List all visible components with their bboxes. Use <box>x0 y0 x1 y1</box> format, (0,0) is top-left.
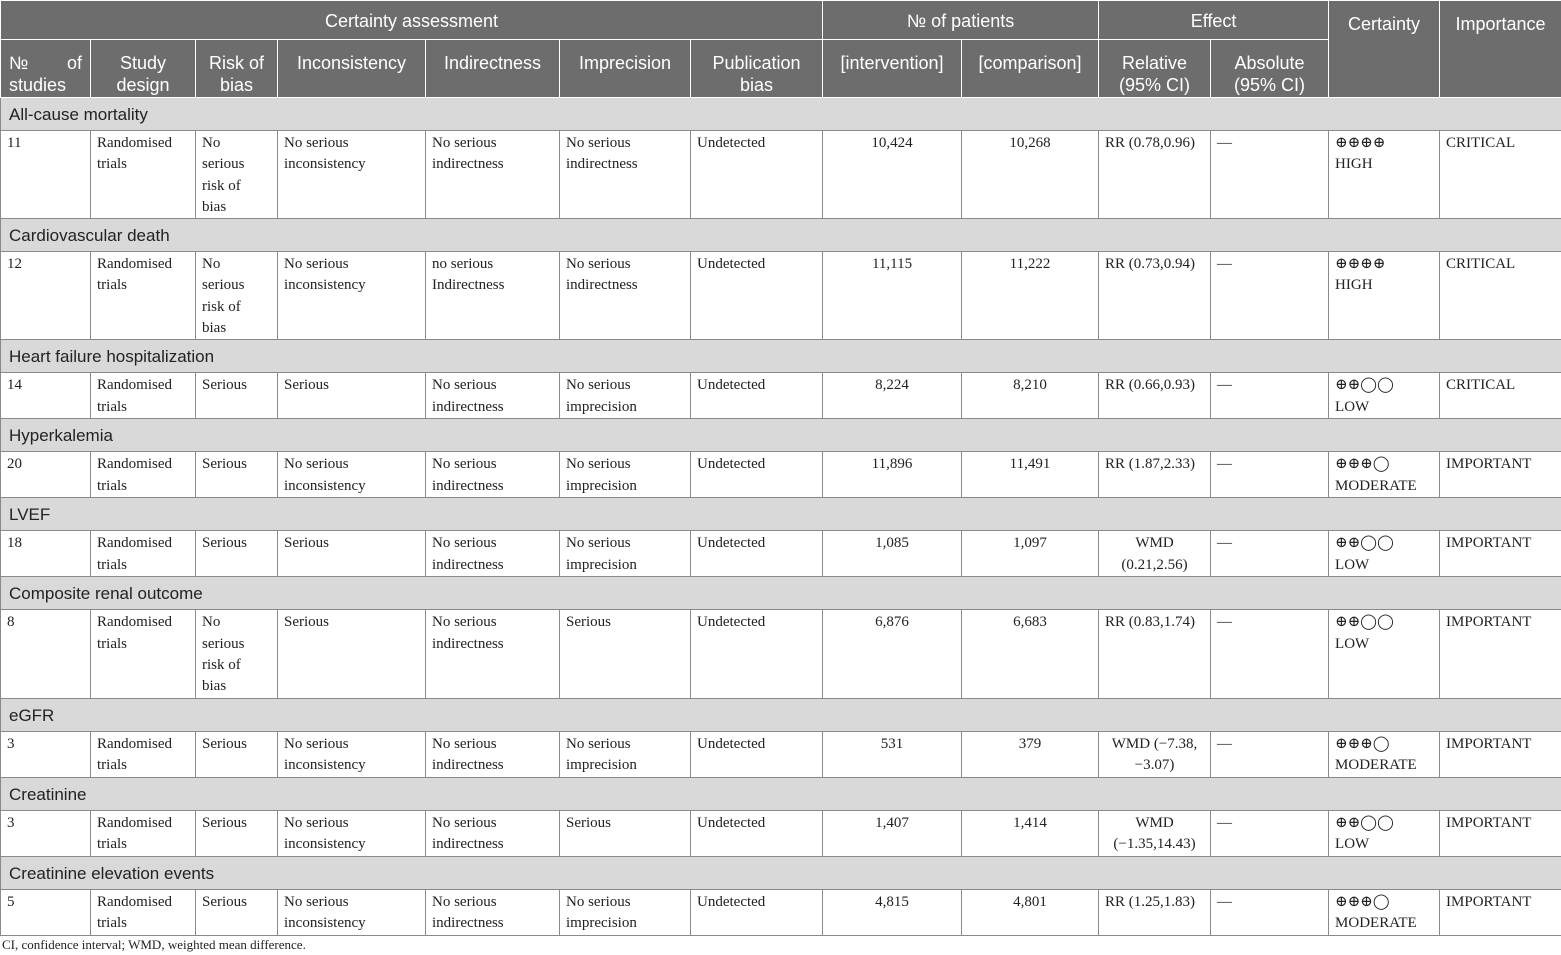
importance-cell: IMPORTANT <box>1440 610 1561 698</box>
table-row <box>1 610 1561 698</box>
importance-cell: IMPORTANT <box>1440 889 1561 935</box>
comparison-count-cell: 1,097 <box>962 531 1099 577</box>
inconsistency-cell <box>278 610 426 698</box>
cell-line: Randomised <box>97 135 172 151</box>
cell-line: No serious <box>566 135 631 151</box>
cell-line: No serious <box>284 735 349 752</box>
certainty-symbols: ⊕⊕⊕⊕ <box>1335 135 1386 151</box>
cell-line: inconsistency <box>284 914 366 931</box>
relative-effect-cell <box>1099 731 1211 777</box>
indirectness-header: Indirectness <box>426 40 560 98</box>
certainty-cell <box>1329 131 1440 219</box>
indirectness-cell <box>426 452 560 498</box>
table-row <box>1 531 1561 577</box>
cell-line: No serious <box>566 535 631 552</box>
comparison-count-cell: 4,801 <box>962 889 1099 935</box>
cell-line: No serious <box>284 893 349 910</box>
cell-line: trials <box>97 835 127 852</box>
cell-line: (0.21,2.56) <box>1121 556 1188 573</box>
outcome-section-row <box>1 419 1561 452</box>
imprecision-cell <box>560 131 691 219</box>
cell-line: Randomised <box>97 614 172 631</box>
outcome-name: Composite renal outcome <box>1 577 1561 610</box>
outcome-rows <box>1 98 1561 936</box>
outcome-name: Cardiovascular death <box>1 219 1561 252</box>
cell-line: No <box>202 256 221 273</box>
outcome-section-row <box>1 856 1561 889</box>
cell-line: No serious <box>284 814 349 831</box>
cell-line: Serious <box>202 893 247 910</box>
study-design-cell <box>91 610 196 698</box>
num-studies-cell: 12 <box>1 252 91 340</box>
cell-line: bias <box>202 198 227 215</box>
certainty-symbols: ⊕⊕◯◯ <box>1335 614 1394 631</box>
cell-line: (−1.35,14.43) <box>1113 835 1196 852</box>
imprecision-cell <box>560 810 691 856</box>
comparison-count-cell: 1,414 <box>962 810 1099 856</box>
cell-line: indirectness <box>566 156 638 173</box>
comparison-header: [comparison] <box>962 40 1099 98</box>
table-row <box>1 452 1561 498</box>
table-row <box>1 731 1561 777</box>
intervention-count-cell: 1,407 <box>823 810 962 856</box>
intervention-count-cell: 11,115 <box>823 252 962 340</box>
cell-line: imprecision <box>566 756 637 773</box>
risk-of-bias-cell <box>196 531 278 577</box>
cell-line: Serious <box>202 735 247 752</box>
cell-line: Serious <box>284 377 329 394</box>
outcome-section-row <box>1 777 1561 810</box>
relative-effect-cell <box>1099 252 1211 340</box>
publication-bias-cell: Undetected <box>691 531 823 577</box>
cell-line: indirectness <box>432 914 504 931</box>
cell-line: indirectness <box>566 277 638 294</box>
cell-line: risk of <box>202 298 241 315</box>
publication-bias-cell: Undetected <box>691 252 823 340</box>
certainty-assessment-header: Certainty assessment <box>1 1 823 40</box>
relative-effect-cell <box>1099 452 1211 498</box>
certainty-cell <box>1329 889 1440 935</box>
intervention-count-cell: 4,815 <box>823 889 962 935</box>
cell-line: indirectness <box>432 156 504 173</box>
cell-line: Serious <box>202 814 247 831</box>
cell-line: No serious <box>566 893 631 910</box>
num-studies-cell: 14 <box>1 373 91 419</box>
importance-cell: IMPORTANT <box>1440 531 1561 577</box>
cell-line: no serious <box>432 256 494 273</box>
imprecision-cell <box>560 531 691 577</box>
outcome-name: Creatinine elevation events <box>1 856 1561 889</box>
absolute-effect-cell: — <box>1211 731 1329 777</box>
cell-line: serious <box>202 156 245 173</box>
cell-line: indirectness <box>432 477 504 494</box>
risk-of-bias-cell <box>196 452 278 498</box>
publication-bias-cell: Undetected <box>691 810 823 856</box>
cell-line: trials <box>97 556 127 573</box>
comparison-count-cell: 10,268 <box>962 131 1099 219</box>
cell-line: trials <box>97 477 127 494</box>
cell-line: indirectness <box>432 635 504 652</box>
comparison-count-cell: 11,222 <box>962 252 1099 340</box>
certainty-symbols: ⊕⊕◯◯ <box>1335 814 1394 831</box>
cell-line: RR (1.87,2.33) <box>1105 456 1196 473</box>
cell-line: WMD <box>1135 535 1174 552</box>
cell-line: bias <box>202 678 227 695</box>
num-studies-cell: 5 <box>1 889 91 935</box>
cell-line: RR (0.66,0.93) <box>1105 377 1196 394</box>
cell-line: No serious <box>432 614 497 631</box>
cell-line: imprecision <box>566 477 637 494</box>
certainty-label: MODERATE <box>1335 914 1417 931</box>
indirectness-cell <box>426 810 560 856</box>
inconsistency-cell <box>278 252 426 340</box>
cell-line: Serious <box>566 814 611 831</box>
outcome-section-row <box>1 219 1561 252</box>
outcome-name: All-cause mortality <box>1 98 1561 131</box>
comparison-count-cell: 8,210 <box>962 373 1099 419</box>
certainty-symbols: ⊕⊕⊕◯ <box>1335 456 1390 473</box>
certainty-cell <box>1329 252 1440 340</box>
imprecision-cell <box>560 373 691 419</box>
intervention-count-cell: 10,424 <box>823 131 962 219</box>
cell-line: No serious <box>284 135 349 151</box>
cell-line: trials <box>97 156 127 173</box>
cell-line: bias <box>202 320 227 337</box>
cell-line: Randomised <box>97 735 172 752</box>
cell-line: indirectness <box>432 556 504 573</box>
cell-line: Serious <box>284 535 329 552</box>
cell-line: No serious <box>432 456 497 473</box>
absolute-effect-cell: — <box>1211 889 1329 935</box>
certainty-symbols: ⊕⊕⊕◯ <box>1335 893 1390 910</box>
absolute-header: Absolute (95% CI) <box>1211 40 1329 98</box>
cell-line: risk of <box>202 177 241 194</box>
importance-cell: CRITICAL <box>1440 131 1561 219</box>
outcome-section-row <box>1 340 1561 373</box>
outcome-name: Hyperkalemia <box>1 419 1561 452</box>
imprecision-cell <box>560 731 691 777</box>
cell-line: Indirectness <box>432 277 505 294</box>
importance-header: Importance <box>1440 1 1561 98</box>
table-row <box>1 889 1561 935</box>
absolute-effect-cell: — <box>1211 531 1329 577</box>
importance-cell: IMPORTANT <box>1440 452 1561 498</box>
imprecision-cell <box>560 610 691 698</box>
intervention-count-cell: 1,085 <box>823 531 962 577</box>
certainty-cell <box>1329 810 1440 856</box>
cell-line: serious <box>202 635 245 652</box>
outcome-name: Heart failure hospitalization <box>1 340 1561 373</box>
cell-line: inconsistency <box>284 277 366 294</box>
risk-of-bias-cell <box>196 373 278 419</box>
relative-effect-cell <box>1099 373 1211 419</box>
importance-cell: CRITICAL <box>1440 252 1561 340</box>
inconsistency-header: Inconsistency <box>278 40 426 98</box>
cell-line: Randomised <box>97 377 172 394</box>
num-studies-cell: 8 <box>1 610 91 698</box>
cell-line: trials <box>97 756 127 773</box>
cell-line: trials <box>97 398 127 415</box>
cell-line: indirectness <box>432 835 504 852</box>
indirectness-cell <box>426 252 560 340</box>
certainty-symbols: ⊕⊕◯◯ <box>1335 377 1394 394</box>
publication-bias-cell: Undetected <box>691 610 823 698</box>
risk-of-bias-header: Risk of bias <box>196 40 278 98</box>
cell-line: indirectness <box>432 756 504 773</box>
num-studies-cell: 3 <box>1 810 91 856</box>
relative-effect-cell <box>1099 889 1211 935</box>
risk-of-bias-cell <box>196 731 278 777</box>
study-design-cell <box>91 373 196 419</box>
certainty-label: LOW <box>1335 556 1370 573</box>
relative-effect-cell <box>1099 131 1211 219</box>
certainty-label: MODERATE <box>1335 756 1417 773</box>
publication-bias-cell: Undetected <box>691 452 823 498</box>
num-studies-cell: 18 <box>1 531 91 577</box>
certainty-cell <box>1329 531 1440 577</box>
relative-effect-cell <box>1099 810 1211 856</box>
relative-effect-cell <box>1099 610 1211 698</box>
absolute-effect-cell: — <box>1211 252 1329 340</box>
num-studies-cell: 20 <box>1 452 91 498</box>
cell-line: No serious <box>432 814 497 831</box>
risk-of-bias-cell <box>196 889 278 935</box>
cell-line: No serious <box>566 256 631 273</box>
certainty-cell <box>1329 610 1440 698</box>
cell-line: Randomised <box>97 256 172 273</box>
certainty-label: LOW <box>1335 835 1370 852</box>
inconsistency-cell <box>278 889 426 935</box>
cell-line: RR (0.83,1.74) <box>1105 614 1196 631</box>
certainty-symbols: ⊕⊕⊕◯ <box>1335 735 1390 752</box>
effect-header: Effect <box>1099 1 1329 40</box>
imprecision-cell <box>560 889 691 935</box>
certainty-label: LOW <box>1335 635 1370 652</box>
cell-line: Serious <box>202 456 247 473</box>
study-design-cell <box>91 889 196 935</box>
table-footnote: CI, confidence interval; WMD, weighted mean difference. <box>2 937 306 952</box>
cell-line: No serious <box>566 456 631 473</box>
outcome-section-row <box>1 498 1561 531</box>
study-design-cell <box>91 131 196 219</box>
certainty-label: HIGH <box>1335 277 1373 294</box>
publication-bias-cell: Undetected <box>691 889 823 935</box>
indirectness-cell <box>426 731 560 777</box>
cell-line: Randomised <box>97 814 172 831</box>
outcome-name: LVEF <box>1 498 1561 531</box>
cell-line: Serious <box>202 535 247 552</box>
cell-line: Serious <box>202 377 247 394</box>
certainty-cell <box>1329 731 1440 777</box>
indirectness-cell <box>426 131 560 219</box>
inconsistency-cell <box>278 452 426 498</box>
risk-of-bias-cell <box>196 252 278 340</box>
publication-bias-cell: Undetected <box>691 131 823 219</box>
risk-of-bias-cell <box>196 810 278 856</box>
intervention-count-cell: 11,896 <box>823 452 962 498</box>
cell-line: No serious <box>432 377 497 394</box>
intervention-count-cell: 531 <box>823 731 962 777</box>
table-row <box>1 252 1561 340</box>
intervention-count-cell: 8,224 <box>823 373 962 419</box>
outcome-section-row <box>1 577 1561 610</box>
cell-line: No serious <box>432 135 497 151</box>
cell-line: Randomised <box>97 456 172 473</box>
cell-line: inconsistency <box>284 756 366 773</box>
importance-cell: CRITICAL <box>1440 373 1561 419</box>
certainty-label: MODERATE <box>1335 477 1417 494</box>
num-studies-header: № of studies <box>1 40 91 98</box>
absolute-effect-cell: — <box>1211 810 1329 856</box>
table-row <box>1 131 1561 219</box>
certainty-symbols: ⊕⊕◯◯ <box>1335 535 1394 552</box>
importance-cell: IMPORTANT <box>1440 731 1561 777</box>
indirectness-cell <box>426 610 560 698</box>
study-design-cell <box>91 531 196 577</box>
relative-header: Relative (95% CI) <box>1099 40 1211 98</box>
cell-line: WMD (−7.38, <box>1111 735 1198 752</box>
cell-line: No serious <box>432 535 497 552</box>
cell-line: No serious <box>432 893 497 910</box>
cell-line: trials <box>97 914 127 931</box>
cell-line: Serious <box>566 614 611 631</box>
risk-of-bias-cell <box>196 131 278 219</box>
intervention-header: [intervention] <box>823 40 962 98</box>
cell-line: No <box>202 135 221 151</box>
cell-line: WMD <box>1135 814 1174 831</box>
absolute-effect-cell: — <box>1211 610 1329 698</box>
inconsistency-cell <box>278 131 426 219</box>
absolute-effect-cell: — <box>1211 131 1329 219</box>
inconsistency-cell <box>278 810 426 856</box>
comparison-count-cell: 379 <box>962 731 1099 777</box>
cell-line: Randomised <box>97 893 172 910</box>
cell-line: indirectness <box>432 398 504 415</box>
cell-line: inconsistency <box>284 835 366 852</box>
num-patients-header: № of patients <box>823 1 1099 40</box>
absolute-effect-cell: — <box>1211 373 1329 419</box>
cell-line: Serious <box>284 614 329 631</box>
cell-line: No serious <box>432 735 497 752</box>
indirectness-cell <box>426 889 560 935</box>
publication-bias-cell: Undetected <box>691 731 823 777</box>
certainty-label: LOW <box>1335 398 1370 415</box>
indirectness-cell <box>426 531 560 577</box>
cell-line: risk of <box>202 656 241 673</box>
table-row <box>1 373 1561 419</box>
cell-line: trials <box>97 277 127 294</box>
cell-line: RR (1.25,1.83) <box>1105 893 1196 910</box>
imprecision-cell <box>560 452 691 498</box>
certainty-header: Certainty <box>1329 1 1440 98</box>
certainty-label: HIGH <box>1335 156 1373 173</box>
inconsistency-cell <box>278 531 426 577</box>
cell-line: Randomised <box>97 535 172 552</box>
study-design-cell <box>91 731 196 777</box>
cell-line: No serious <box>566 735 631 752</box>
inconsistency-cell <box>278 731 426 777</box>
table-row <box>1 810 1561 856</box>
cell-line: imprecision <box>566 914 637 931</box>
cell-line: inconsistency <box>284 477 366 494</box>
cell-line: No serious <box>566 377 631 394</box>
publication-bias-cell: Undetected <box>691 373 823 419</box>
intervention-count-cell: 6,876 <box>823 610 962 698</box>
num-studies-cell: 11 <box>1 131 91 219</box>
study-design-header: Study design <box>91 40 196 98</box>
study-design-cell <box>91 810 196 856</box>
cell-line: No serious <box>284 256 349 273</box>
study-design-cell <box>91 252 196 340</box>
cell-line: −3.07) <box>1134 756 1175 773</box>
cell-line: RR (0.73,0.94) <box>1105 256 1196 273</box>
cell-line: inconsistency <box>284 156 366 173</box>
comparison-count-cell: 6,683 <box>962 610 1099 698</box>
comparison-count-cell: 11,491 <box>962 452 1099 498</box>
outcome-section-row <box>1 698 1561 731</box>
cell-line: No <box>202 614 221 631</box>
importance-cell: IMPORTANT <box>1440 810 1561 856</box>
cell-line: serious <box>202 277 245 294</box>
relative-effect-cell <box>1099 531 1211 577</box>
study-design-cell <box>91 452 196 498</box>
outcome-name: eGFR <box>1 698 1561 731</box>
outcome-name: Creatinine <box>1 777 1561 810</box>
inconsistency-cell <box>278 373 426 419</box>
cell-line: trials <box>97 635 127 652</box>
risk-of-bias-cell <box>196 610 278 698</box>
cell-line: imprecision <box>566 556 637 573</box>
certainty-symbols: ⊕⊕⊕⊕ <box>1335 256 1386 273</box>
outcome-section-row <box>1 98 1561 131</box>
cell-line: RR (0.78,0.96) <box>1105 135 1196 151</box>
absolute-effect-cell: — <box>1211 452 1329 498</box>
imprecision-header: Imprecision <box>560 40 691 98</box>
certainty-cell <box>1329 373 1440 419</box>
imprecision-cell <box>560 252 691 340</box>
cell-line: imprecision <box>566 398 637 415</box>
publication-bias-header: Publication bias <box>691 40 823 98</box>
indirectness-cell <box>426 373 560 419</box>
cell-line: No serious <box>284 456 349 473</box>
num-studies-cell: 3 <box>1 731 91 777</box>
certainty-cell <box>1329 452 1440 498</box>
